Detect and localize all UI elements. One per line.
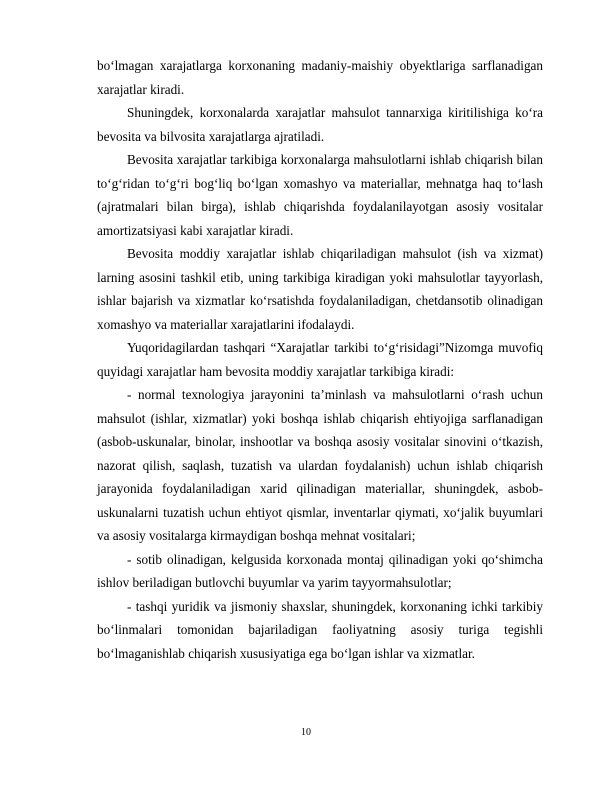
paragraph: bo‘lmagan xarajatlarga korxonaning madaniy-maishiy obyektlariga sarflanadigan xarajatlar kiradi. [97,58,543,97]
paragraph: Yuqoridagilardan tashqari “Xarajatlar tarkibi to‘g‘risidagi”Nizomga muvofiq quyidagi xarajatlar ham bevosita moddiy xarajatlar tarkibiga kiradi: [97,340,543,379]
paragraph: - tashqi yuridik va jismoniy shaxslar, shuningdek, korxonaning ichki tarkibiy bo‘linmalari tomonidan bajariladigan faoliyatning asosiy turiga tegishli bo‘lmaganishlab chiqarish xususiyatiga ega bo‘lgan ishlar va xizmatlar. [97,598,543,661]
paragraph: - normal texnologiya jarayonini ta’minlash va mahsulotlarni o‘rash uchun mahsulot (ishlar, xizmatlar) yoki boshqa ishlab chiqarish ehtiyojiga sarflanadigan (asbob-uskunalar, binolar, inshootlar va boshqa asosiy vositalar sinovini o‘tkazish, nazorat qilish, saqlash, tuzatish va ulardan foydalanish) uchun ishlab chiqarish jarayonida foydalaniladigan xarid qilinadigan materiallar, shuningdek, asbob-uskunalarni tuzatish uchun ehtiyot qismlar, inventarlar qiymati, xo‘jalik buyumlari va asosiy vositalarga kirmaydigan boshqa mehnat vositalari; [97,387,543,543]
paragraph: - sotib olinadigan, kelgusida korxonada montaj qilinadigan yoki qo‘shimcha ishlov beriladigan butlovchi buyumlar va yarim tayyormahsulotlar; [97,551,543,590]
body-text [97,54,543,665]
paragraph: Bevosita xarajatlar tarkibiga korxonalarga mahsulotlarni ishlab chiqarish bilan to‘g‘ridan to‘g‘ri bog‘liq bo‘lgan xomashyo va materiallar, mehnatga haq to‘lash (ajratmalari bilan birga), ishlab chiqarishda foydalanilayotgan asosiy vositalar amortizatsiyasi kabi xarajatlar kiradi. [97,152,543,238]
paragraph: Bevosita moddiy xarajatlar ishlab chiqariladigan mahsulot (ish va xizmat) larning asosini tashkil etib, uning tarkibiga kiradigan yoki mahsulotlar tayyorlash, ishlar bajarish va xizmatlar ko‘rsatishda foydalaniladigan, chetdansotib olinadigan xomashyo va materiallar xarajatlarini ifodalaydi. [97,246,543,332]
page-number: 10 [301,727,311,738]
paragraph: Shuningdek, korxonalarda xarajatlar mahsulot tannarxiga kiritilishiga ko‘ra bevosita va bilvosita xarajatlarga ajratiladi. [97,105,543,144]
